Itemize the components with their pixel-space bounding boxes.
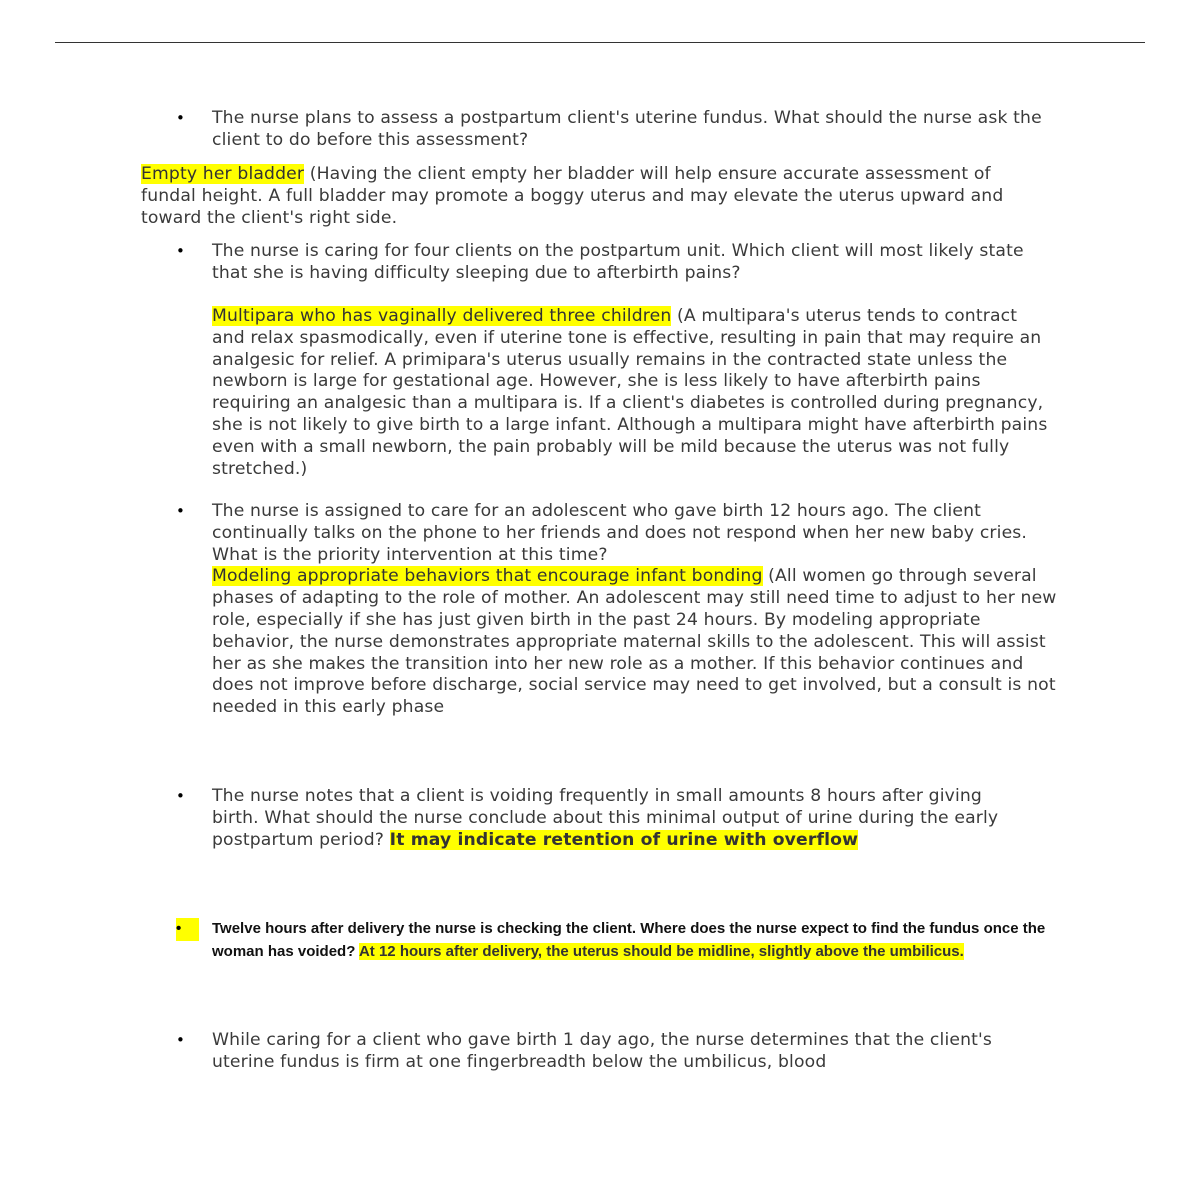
question-1 [176,108,1042,152]
question-1-text: The nurse plans to assess a postpartum client's uterine fundus. What should the nurse ask the client to do before this assessment? [212,108,1042,150]
answer-2-highlight: Multipara who has vaginally delivered three children [212,306,672,326]
question-5-text: Twelve hours after delivery the nurse is checking the client. Where does the nurse expect to find the fundus once the woman has voided? [212,920,1046,960]
answer-3-rationale: (All women go through several phases of adapting to the role of mother. An adolescent may still need time to adjust to her new role, especially if she has just given birth in the past 24 hours. By modeling appropriate behavior, the nurse demonstrates appropriate maternal skills to the adolescent. This will assist her as she makes the transition into her new role as a mother. If this behavior continues and does not improve before discharge, social service may need to get involved, but a consult is not needed in this early phase [212,566,1057,718]
question-2 [176,241,1032,285]
answer-4-highlight: It may indicate retention of urine with overflow [389,829,859,850]
question-3-text: The nurse is assigned to care for an adolescent who gave birth 12 hours ago. The client continually talks on the phone to her friends and does not respond when her new baby cries. What is the priority intervention at this time? [212,501,1028,565]
answer-1-rationale: (Having the client empty her bladder will help ensure accurate assessment of fundal height. A full bladder may promote a boggy uterus and may elevate the uterus upward and toward the client's right side. [141,164,1004,228]
bullet-icon: • [176,1031,185,1049]
answer-2 [212,306,1052,480]
answer-1-highlight: Empty her bladder [141,164,305,184]
answer-2-rationale: (A multipara's uterus tends to contract and relax spasmodically, even if uterine tone is effective, resulting in pain that may require an analgesic for relief. A primipara's uterus usually remains in the contracted state unless the newborn is large for gestational age. However, she is less likely to have afterbirth pains requiring an analgesic than a multipara is. If a client's diabetes is controlled during pregnancy, she is not likely to give birth to a large infant. Although a multipara might have afterbirth pains even with a small newborn, the pain probably will be mild because the uterus was not fully stretched.) [212,306,1048,479]
bullet-icon: • [176,787,185,805]
question-6-text: While caring for a client who gave birth 1 day ago, the nurse determines that the client's uterine fundus is firm at one fingerbreadth below the umbilicus, blood [212,1030,993,1072]
bullet-icon: • [176,918,199,941]
bullet-icon: • [176,109,185,127]
bullet-icon: • [176,242,185,260]
answer-5-highlight: At 12 hours after delivery, the uterus should be midline, slightly above the umbilicus. [358,942,964,960]
question-4 [176,786,1027,851]
question-5 [176,918,1062,963]
question-2-text: The nurse is caring for four clients on the postpartum unit. Which client will most likely state that she is having difficulty sleeping due to afterbirth pains? [212,241,1024,283]
question-6 [176,1030,1027,1074]
bullet-icon: • [176,502,185,520]
question-4-text: The nurse notes that a client is voiding frequently in small amounts 8 hours after giving birth. What should the nurse conclude about this minimal output of urine during the early postpartum period? [212,786,999,850]
question-3 [176,501,1057,719]
answer-3-highlight: Modeling appropriate behaviors that encourage infant bonding [212,566,763,587]
answer-1 [141,164,1041,229]
